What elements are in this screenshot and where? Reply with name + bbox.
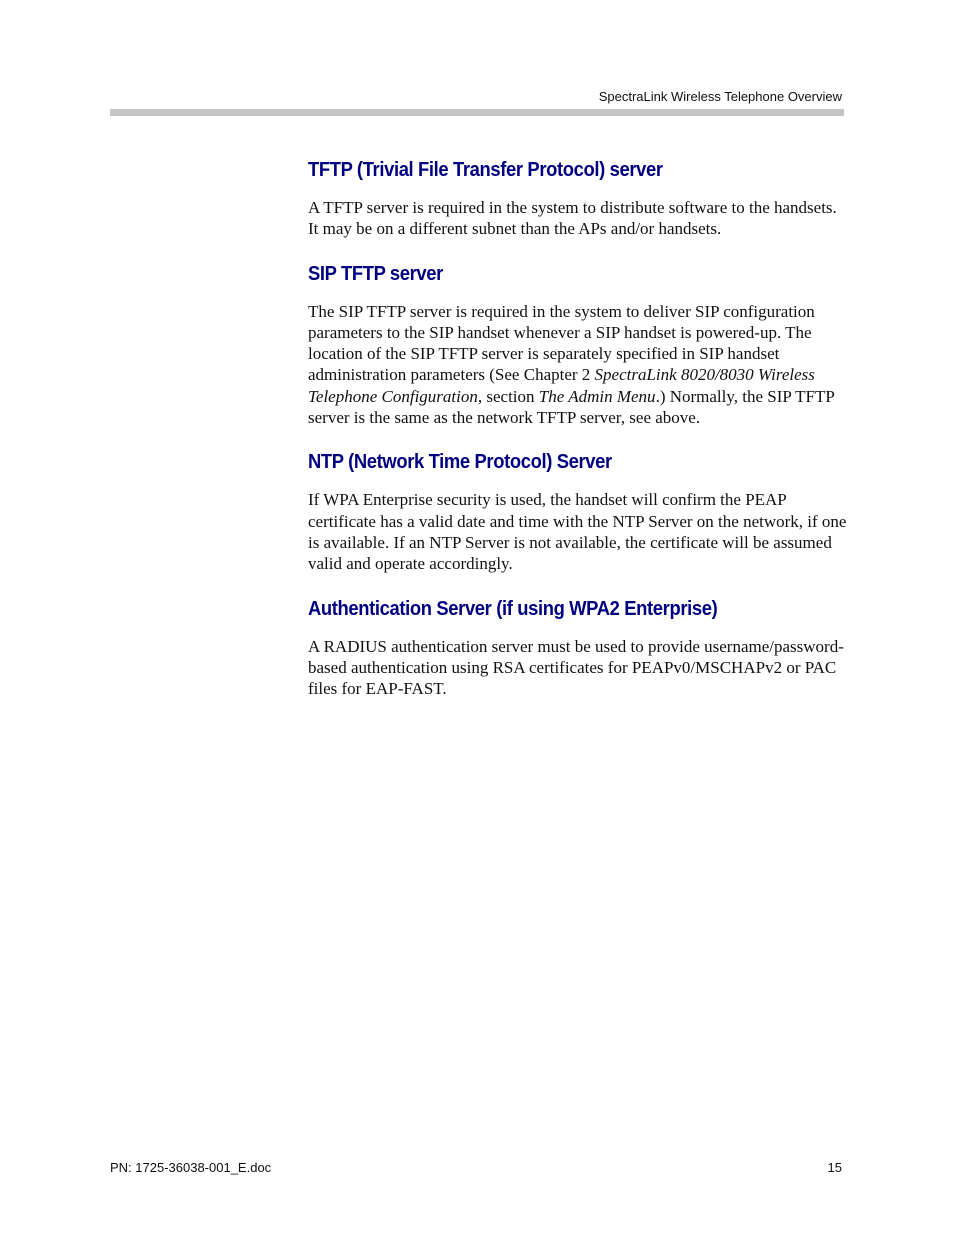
- section-heading: TFTP (Trivial File Transfer Protocol) server: [308, 159, 663, 181]
- section-paragraph: A TFTP server is required in the system to distribute software to the handsets. It may be on a different subnet than the APs and/or handsets.: [308, 198, 837, 239]
- paragraph-text: The SIP TFTP server is required in the system to deliver SIP configuration parameters to the SIP handset whenever a SIP handset is powered-up. The location of the SIP TFTP server is separately specified in SIP handset administration parameters (See Chapter 2: [308, 301, 815, 385]
- footer-part-number: PN: 1725-36038-001_E.doc: [110, 1160, 272, 1175]
- section-heading: SIP TFTP server: [308, 262, 443, 285]
- header-rule: [110, 109, 844, 116]
- section-heading: NTP (Network Time Protocol) Server: [308, 451, 612, 474]
- paragraph-text: , section: [477, 386, 539, 406]
- document-title-reference: SpectraLink 8020/8030 Wireless Telephone Configuration: [308, 365, 815, 406]
- running-header-title: SpectraLink Wireless Telephone Overview: [598, 89, 842, 104]
- section-authentication-server: [308, 594, 848, 700]
- document-body: [308, 155, 848, 718]
- section-paragraph: A RADIUS authentication server must be used to provide username/password-based authentication using RSA certificates for PEAPv0/MSCHAPv2 or PAC files for EAP-FAST.: [308, 636, 844, 699]
- section-sip-tftp-server: [308, 259, 848, 429]
- section-tftp-server: [308, 155, 848, 240]
- footer-page-number: 15: [827, 1160, 842, 1175]
- section-paragraph: If WPA Enterprise security is used, the handset will confirm the PEAP certificate has a valid date and time with the NTP Server on the network, if one is available. If an NTP Server is not available, the certificate will be assumed valid and operate accordingly.: [308, 490, 847, 574]
- section-paragraph: [308, 301, 848, 429]
- section-heading: Authentication Server (if using WPA2 Enterprise): [308, 597, 718, 620]
- paragraph-text: .) Normally, the SIP TFTP server is the same as the network TFTP server, see above.: [308, 386, 835, 428]
- section-title-reference: The Admin Menu: [538, 386, 656, 406]
- section-ntp-server: [308, 447, 848, 574]
